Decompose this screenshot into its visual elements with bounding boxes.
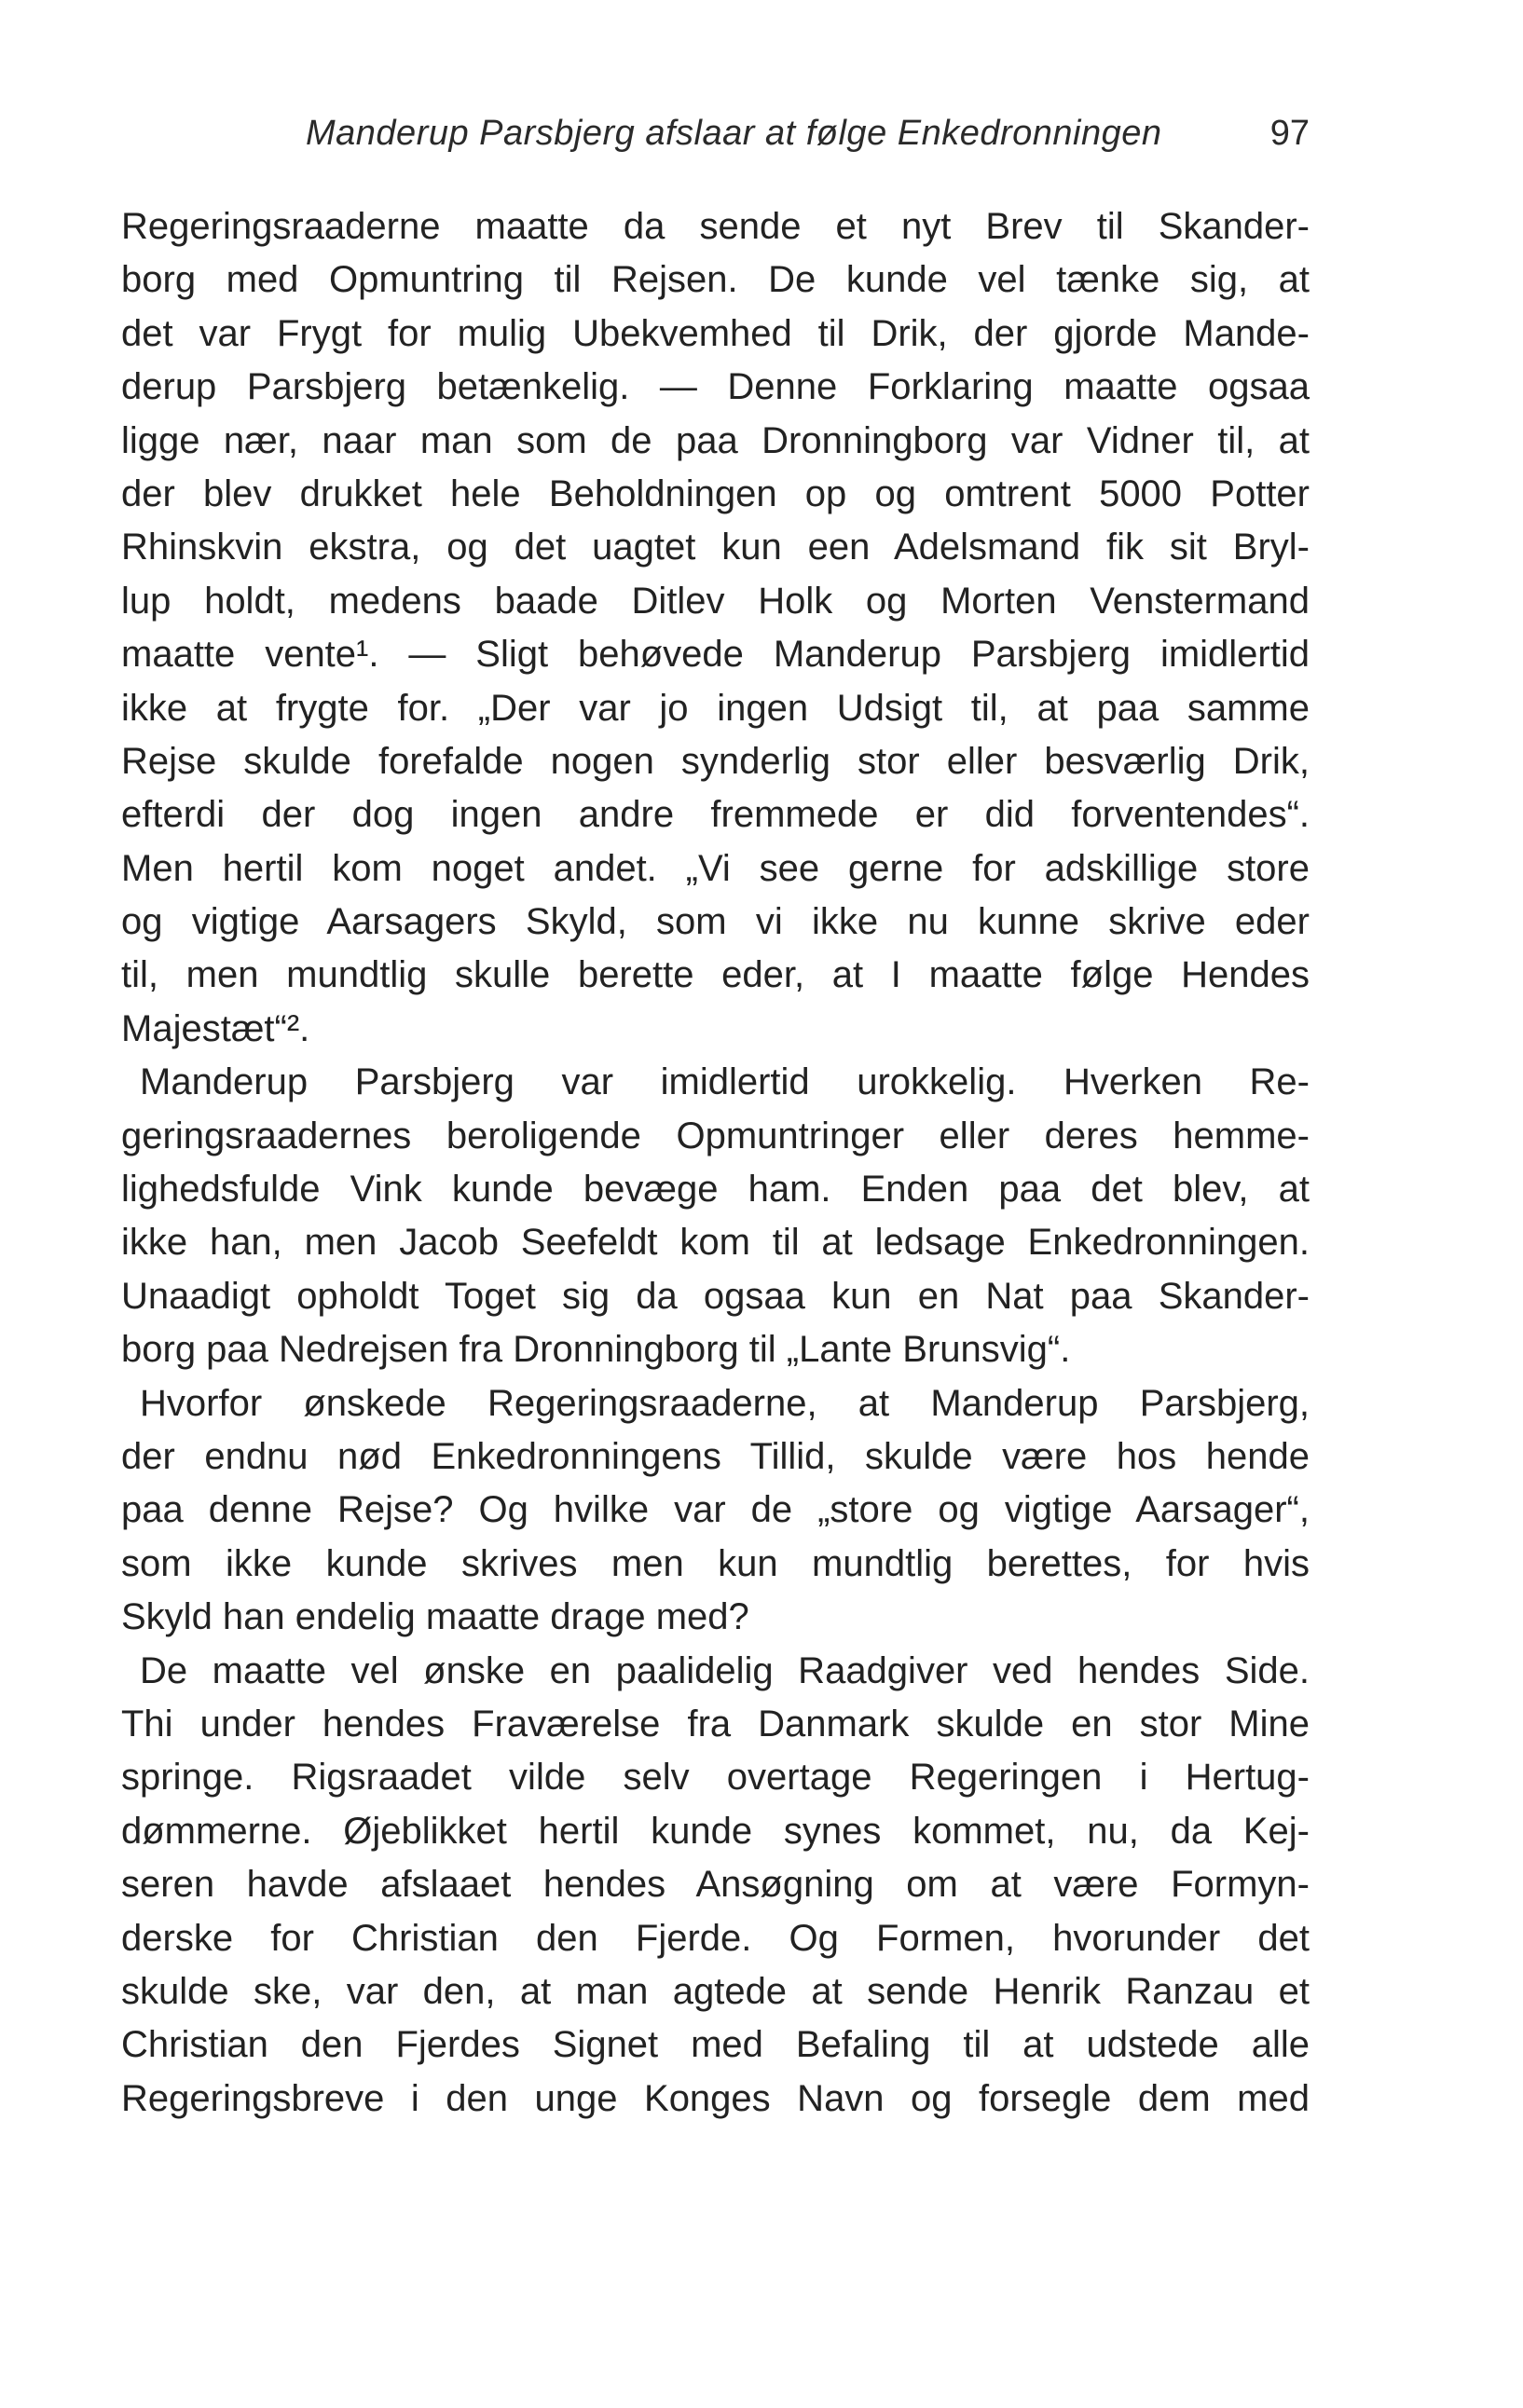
running-title: Manderup Parsbjerg afslaar at følge Enkedronningen — [306, 114, 1162, 153]
text-line: derske for Christian den Fjerde. Og Formen, hvorunder det — [121, 1917, 1310, 1959]
text-line: seren havde afslaaet hendes Ansøgning om at være Formyn- — [121, 1864, 1310, 1906]
text-line: til, men mundtlig skulle berette eder, at I maatte følge Hendes — [121, 954, 1310, 996]
text-line: paa denne Rejse? Og hvilke var de „store og vigtige Aarsager“, — [121, 1489, 1310, 1531]
text-line: det var Frygt for mulig Ubekvemhed til Drik, der gjorde Mande- — [121, 312, 1310, 354]
text-line: der endnu nød Enkedronningens Tillid, skulde være hos hende — [121, 1435, 1310, 1477]
text-line: Manderup Parsbjerg var imidlertid urokkelig. Hverken Re- — [140, 1061, 1310, 1103]
text-line: Thi under hendes Fraværelse fra Danmark skulde en stor Mine — [121, 1703, 1310, 1744]
text-line: Hvorfor ønskede Regeringsraaderne, at Manderup Parsbjerg, — [140, 1382, 1310, 1424]
text-line: Rhinskvin ekstra, og det uagtet kun een Adelsmand fik sit Bryl- — [121, 527, 1310, 568]
text-line: efterdi der dog ingen andre fremmede er did forventendes“. — [121, 794, 1310, 836]
text-line: Men hertil kom noget andet. „Vi see gerne for adskillige store — [121, 847, 1310, 889]
text-line: ikke han, men Jacob Seefeldt kom til at ledsage Enkedronningen. — [121, 1222, 1310, 1264]
text-line: ligge nær, naar man som de paa Dronningborg var Vidner til, at — [121, 419, 1310, 461]
text-line: borg paa Nedrejsen fra Dronningborg til „Lante Brunsvig“. — [121, 1329, 1071, 1371]
text-line: borg med Opmuntring til Rejsen. De kunde vel tænke sig, at — [121, 259, 1310, 301]
text-line: og vigtige Aarsagers Skyld, som vi ikke nu kunne skrive eder — [121, 901, 1310, 943]
text-line: Regeringsbreve i den unge Konges Navn og forsegle dem med — [121, 2077, 1310, 2119]
text-line: Rejse skulde forefalde nogen synderlig stor eller besværlig Drik, — [121, 740, 1310, 782]
text-line: Skyld han endelig maatte drage med? — [121, 1596, 749, 1638]
text-line: De maatte vel ønske en paalidelig Raadgiver ved hendes Side. — [140, 1649, 1310, 1691]
text-line: derup Parsbjerg betænkelig. — Denne Forklaring maatte ogsaa — [121, 366, 1310, 408]
page-number: 97 — [1269, 114, 1310, 153]
text-line: skulde ske, var den, at man agtede at sende Henrik Ranzau et — [121, 1970, 1310, 2012]
text-line: der blev drukket hele Beholdningen op og omtrent 5000 Potter — [121, 472, 1310, 514]
text-line: Unaadigt opholdt Toget sig da ogsaa kun en Nat paa Skander- — [121, 1275, 1310, 1317]
text-line: lighedsfulde Vink kunde bevæge ham. Enden paa det blev, at — [121, 1169, 1310, 1211]
running-head — [121, 114, 1310, 170]
text-line: Christian den Fjerdes Signet med Befaling til at udstede alle — [121, 2024, 1310, 2066]
text-line: som ikke kunde skrives men kun mundtlig berettes, for hvis — [121, 1542, 1310, 1584]
text-line: springe. Rigsraadet vilde selv overtage Regeringen i Hertug- — [121, 1757, 1310, 1799]
text-line: Regeringsraaderne maatte da sende et nyt Brev til Skander- — [121, 206, 1310, 247]
text-line: maatte vente¹. — Sligt behøvede Manderup Parsbjerg imidlertid — [121, 634, 1310, 676]
text-line: dømmerne. Øjeblikket hertil kunde synes kommet, nu, da Kej- — [121, 1810, 1310, 1852]
body-text — [121, 200, 1310, 2126]
text-line: geringsraadernes beroligende Opmuntringer eller deres hemme- — [121, 1115, 1310, 1156]
text-line: Majestæt“². — [121, 1007, 310, 1049]
text-line: ikke at frygte for. „Der var jo ingen Udsigt til, at paa samme — [121, 687, 1310, 729]
text-line: lup holdt, medens baade Ditlev Holk og Morten Venstermand — [121, 580, 1310, 622]
